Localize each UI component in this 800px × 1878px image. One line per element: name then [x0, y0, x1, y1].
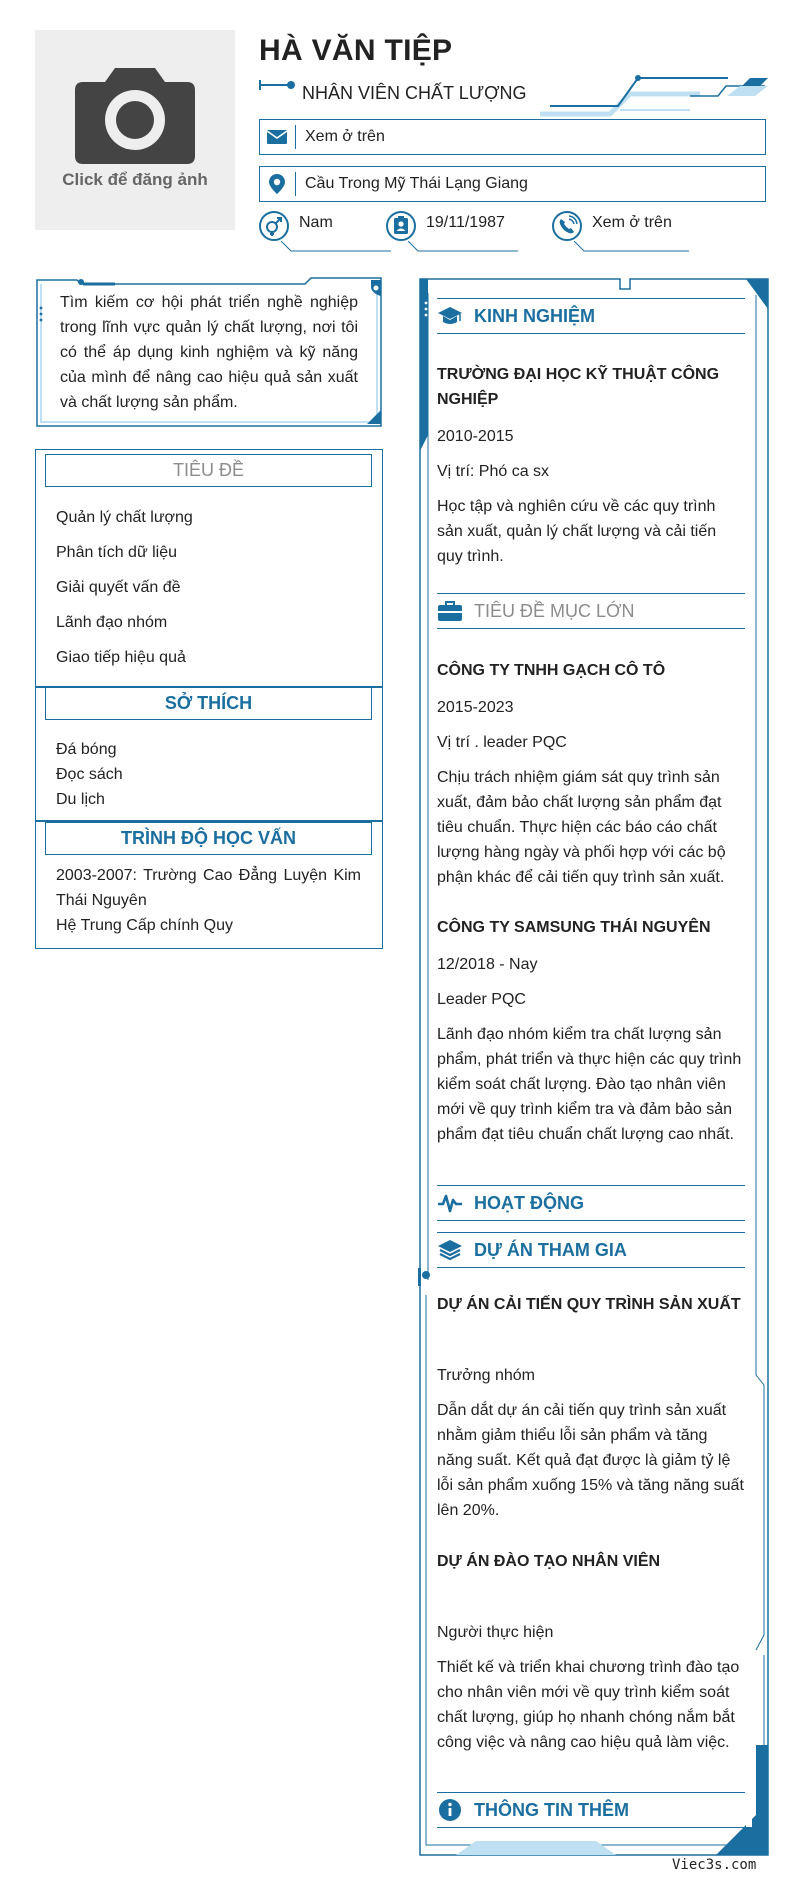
photo-caption: Click để đăng ảnh	[62, 170, 208, 189]
experience-period: 2010-2015	[437, 428, 514, 445]
hobby-item: Đá bóng	[56, 741, 117, 758]
brand-watermark: Viec3s.com	[672, 1857, 757, 1873]
company-name: CÔNG TY SAMSUNG THÁI NGUYÊN	[437, 919, 711, 936]
id-card-icon	[386, 211, 416, 241]
underline-decor	[574, 241, 689, 255]
project-name: DỰ ÁN ĐÀO TẠO NHÂN VIÊN	[437, 1553, 661, 1570]
section-title: THÔNG TIN THÊM	[474, 1800, 629, 1820]
project-desc: Dẫn dắt dự án cải tiến quy trình sản xuất nhằm giảm thiểu lỗi sản phẩm và tăng năng suất. Kết quả đạt được là giảm tỷ lệ lỗi sản phẩm xuống 15% và tăng năng suất lên 20%.	[437, 1402, 744, 1519]
objective-text: Tìm kiếm cơ hội phát triển nghề nghiệp trong lĩnh vực quản lý chất lượng, nơi tôi có thể áp dụng kinh nghiệm và kỹ năng của mình để nâng cao hiệu quả sản xuất và chất lượng sản phẩm.	[60, 294, 358, 411]
company-name: CÔNG TY TNHH GẠCH CÔ TÔ	[437, 662, 666, 679]
gender-icon	[259, 211, 289, 241]
company-role: Leader PQC	[437, 991, 526, 1008]
field-separator	[295, 125, 296, 149]
title-decor-dot	[287, 81, 295, 89]
project-role: Trưởng nhóm	[437, 1367, 535, 1384]
project-desc: Thiết kế và triển khai chương trình đào tạo cho nhân viên mới về quy trình kiểm soát chất lượng, giúp họ nhanh chóng nắm bắt công việc và nâng cao hiệu quả làm việc.	[437, 1659, 740, 1751]
location-pin-icon	[266, 173, 288, 195]
phone-icon	[552, 211, 582, 241]
experience-role: Vị trí: Phó ca sx	[437, 463, 550, 480]
skill-item: Phân tích dữ liệu	[56, 544, 178, 561]
section-title: DỰ ÁN THAM GIA	[474, 1240, 627, 1260]
photo-placeholder[interactable]	[35, 30, 235, 230]
education-text	[56, 863, 361, 938]
info-icon	[437, 1798, 463, 1822]
envelope-icon	[266, 126, 288, 148]
company-desc: Chịu trách nhiệm giám sát quy trình sản xuất, đảm bảo chất lượng sản phẩm đạt tiêu chuẩn. Thực hiện các báo cáo chất lượng hàng ngày và phối hợp với các bộ phận khác để cải tiến quy trình sản xuất.	[437, 769, 726, 886]
address-value: Cầu Trong Mỹ Thái Lạng Giang	[305, 175, 528, 192]
education-line: 2003-2007: Trường Cao Đẳng Luyện Kim Thái Nguyên	[56, 867, 361, 909]
company-period: 12/2018 - Nay	[437, 956, 538, 973]
education-line: Hệ Trung Cấp chính Quy	[56, 917, 233, 934]
address-field[interactable]	[259, 166, 766, 202]
phone-value: Xem ở trên	[592, 214, 672, 231]
briefcase-icon	[437, 599, 463, 623]
section-header-big	[437, 593, 745, 629]
underline-decor	[408, 241, 518, 255]
skill-item: Giải quyết vấn đề	[56, 579, 181, 596]
pulse-icon	[437, 1191, 463, 1215]
section-title: KINH NGHIỆM	[474, 306, 595, 326]
skill-item: Lãnh đạo nhóm	[56, 614, 168, 631]
camera-icon	[75, 60, 195, 164]
skill-item: Giao tiếp hiệu quả	[56, 649, 186, 666]
education-heading: TRÌNH ĐỘ HỌC VẤN	[45, 822, 372, 855]
field-separator	[295, 172, 296, 196]
project-name: DỰ ÁN CẢI TIẾN QUY TRÌNH SẢN XUẤT	[437, 1296, 741, 1313]
section-header-projects	[437, 1232, 745, 1268]
hobby-item: Đọc sách	[56, 766, 123, 783]
gender-value: Nam	[299, 214, 333, 231]
email-field[interactable]	[259, 119, 766, 155]
dob-value: 19/11/1987	[426, 214, 505, 231]
section-header-activities	[437, 1185, 745, 1221]
section-header-experience	[437, 298, 745, 334]
section-title: TIÊU ĐỀ MỤC LỚN	[474, 601, 635, 621]
project-role: Người thực hiện	[437, 1624, 554, 1641]
section-header-more-info	[437, 1792, 745, 1828]
section-title: HOẠT ĐỘNG	[474, 1193, 584, 1213]
hobby-item: Du lịch	[56, 791, 105, 808]
company-desc: Lãnh đạo nhóm kiểm tra chất lượng sản phẩm, phát triển và thực hiện các quy trình kiểm soát chất lượng. Đào tạo nhân viên mới về quy trình kiểm tra và đảm bảo sản phẩm đạt tiêu chuẩn chất lượng cao nhất.	[437, 1026, 742, 1143]
hobbies-heading: SỞ THÍCH	[45, 687, 372, 720]
company-role: Vị trí . leader PQC	[437, 734, 567, 751]
candidate-name: HÀ VĂN TIỆP	[259, 34, 453, 67]
graduation-cap-icon	[437, 304, 463, 328]
skill-item: Quản lý chất lượng	[56, 509, 193, 526]
experience-org: TRƯỜNG ĐẠI HỌC KỸ THUẬT CÔNG NGHIỆP	[437, 366, 720, 408]
job-title: NHÂN VIÊN CHẤT LƯỢNG	[302, 83, 527, 103]
header-decor	[540, 74, 770, 120]
layers-icon	[437, 1238, 463, 1262]
company-period: 2015-2023	[437, 699, 514, 716]
email-value: Xem ở trên	[305, 128, 385, 145]
underline-decor	[281, 241, 391, 255]
experience-desc: Học tập và nghiên cứu về các quy trình sản xuất, quản lý chất lượng và cải tiến quy trình.	[437, 498, 717, 565]
skills-heading: TIÊU ĐỀ	[45, 454, 372, 487]
